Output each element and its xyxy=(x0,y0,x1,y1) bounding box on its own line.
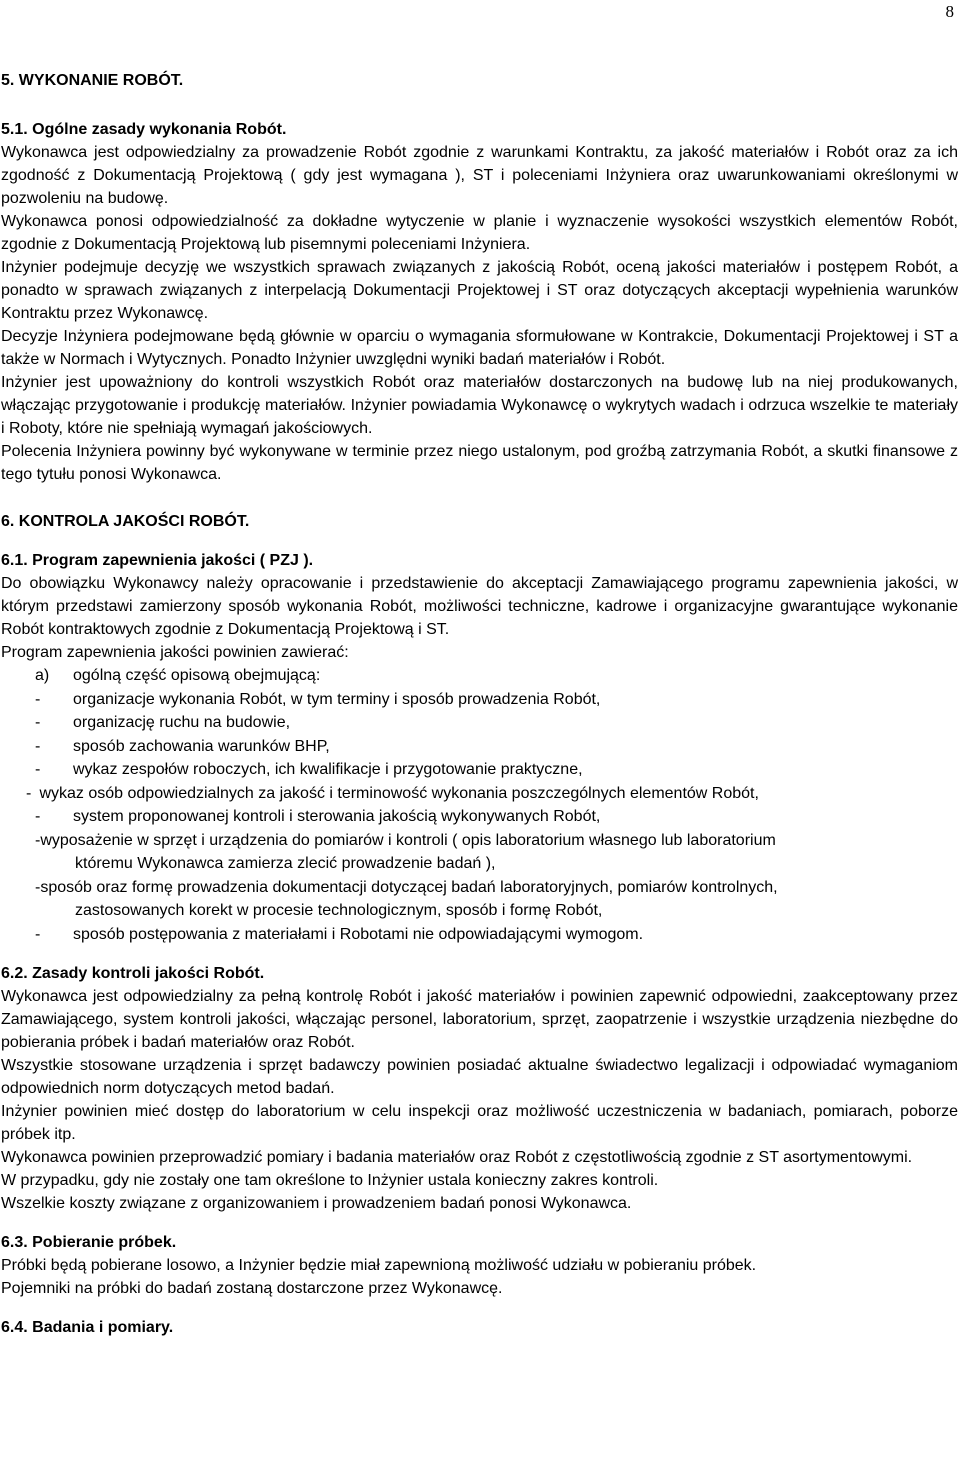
paragraph: Wykonawca powinien przeprowadzić pomiary i badania materiałów oraz Robót z częstotliwością zgodnie z ST asortymentowymi. xyxy=(1,1149,913,1166)
paragraph: Pojemniki na próbki do badań zostaną dostarczone przez Wykonawcę. xyxy=(1,1280,503,1297)
dash-marker: - xyxy=(35,690,41,708)
dash-marker: - xyxy=(35,808,41,825)
section-6-1-title: 6.1. Program zapewnienia jakości ( PZJ ). xyxy=(1,552,314,569)
paragraph: Wykonawca ponosi odpowiedzialność za dokładne wytyczenie w planie i wyznaczenie wysokości wszystkich elementów Robót, zgodnie z Dokumentacją Projektową lub pisemnymi poleceniami Inżyniera. xyxy=(1,213,958,253)
paragraph: Inżynier powinien mieć dostęp do laboratorium w celu inspekcji oraz możliwość uczestniczenia w badaniach, pomiarach, poborze próbek itp. xyxy=(1,1103,958,1143)
list-item: - wykaz zespołów roboczych, ich kwalifikacje i przygotowanie praktyczne, xyxy=(1,758,958,782)
paragraph: Inżynier podejmuje decyzję we wszystkich sprawach związanych z jakością Robót, oceną jakości materiałów i postępem Robót, a ponadto w sprawach związanych z interpelacją Dokumentacji Projektowej i ST oraz dotyczących akceptacji wypełnienia warunków Kontraktu przez Wykonawcę. xyxy=(1,259,958,322)
list-marker: a) xyxy=(35,667,50,684)
paragraph: Program zapewnienia jakości powinien zawierać: xyxy=(1,644,349,661)
paragraph: Wszelkie koszty związane z organizowaniem i prowadzeniem badań ponosi Wykonawca. xyxy=(1,1195,632,1212)
page-number: 8 xyxy=(945,2,954,21)
dash-marker: - xyxy=(35,761,41,778)
section-6-title: 6. KONTROLA JAKOŚCI ROBÓT. xyxy=(1,513,250,530)
dash-marker: - xyxy=(26,784,32,802)
list-item: - sposób zachowania warunków BHP, xyxy=(1,735,958,759)
paragraph: W przypadku, gdy nie zostały one tam określone to Inżynier ustala konieczny zakres kontroli. xyxy=(1,1172,659,1189)
dash-marker: - xyxy=(35,714,41,731)
list-item: -sposób oraz formę prowadzenia dokumentacji dotyczącej badań laboratoryjnych, pomiarów kontrolnych, zastosowanych korekt w procesie technologicznym, sposób i formę Robót, xyxy=(35,878,778,919)
section-6-2-title: 6.2. Zasady kontroli jakości Robót. xyxy=(1,965,265,982)
paragraph: Wszystkie stosowane urządzenia i sprzęt badawczy powinien posiadać aktualne świadectwo legalizacji i odpowiadać wymaganiom odpowiednich norm dotyczących metod badań. xyxy=(1,1057,958,1097)
section-6-4-title: 6.4. Badania i pomiary. xyxy=(1,1319,174,1336)
list-item: - system proponowanej kontroli i sterowania jakością wykonywanych Robót, xyxy=(1,805,958,829)
section-5-1-title: 5.1. Ogólne zasady wykonania Robót. xyxy=(1,121,287,138)
document-body xyxy=(1,65,958,1339)
pzj-contents-list xyxy=(1,664,958,946)
paragraph: Polecenia Inżyniera powinny być wykonywane w terminie przez niego ustalonym, pod groźbą zatrzymania Robót, a skutki finansowe z tego tytułu ponosi Wykonawca. xyxy=(1,443,958,483)
dash-marker: - xyxy=(35,925,41,943)
paragraph: Wykonawca jest odpowiedzialny za prowadzenie Robót zgodnie z warunkami Kontraktu, za jakość materiałów i Robót oraz za ich zgodność z Dokumentacją Projektową ( gdy jest wymagana ), ST i poleceniami Inżyniera oraz uwarunkowaniami określonymi w pozwoleniu na budowę. xyxy=(1,144,958,207)
list-item: a) ogólną część opisową obejmującą: xyxy=(1,664,958,688)
section-5-title: 5. WYKONANIE ROBÓT. xyxy=(1,72,184,89)
paragraph: Do obowiązku Wykonawcy należy opracowanie i przedstawienie do akceptacji Zamawiającego programu zapewnienia jakości, w którym przedstawi zamierzony sposób wykonania Robót, możliwości techniczne, kadrowe i organizacyjne gwarantujące wykonanie Robót kontraktowych zgodnie z Dokumentacją Projektową i ST. xyxy=(1,575,958,638)
paragraph: Wykonawca jest odpowiedzialny za pełną kontrolę Robót i jakość materiałów i powinien zapewnić odpowiedni, zaakceptowany przez Zamawiającego, system kontroli jakości, włączając personel, laboratorium, sprzęt, zaopatrzenie i wszystkie urządzenia niezbędne do pobierania próbek i badań materiałów oraz Robót. xyxy=(1,988,958,1051)
paragraph: Próbki będą pobierane losowo, a Inżynier będzie miał zapewnioną możliwość udziału w pobieraniu próbek. xyxy=(1,1257,757,1274)
paragraph: Decyzje Inżyniera podejmowane będą głównie w oparciu o wymagania sformułowane w Kontrakcie, Dokumentacji Projektowej i ST a także w Normach i Wytycznych. Ponadto Inżynier uwzględni wyniki badań materiałów i Robót. xyxy=(1,328,958,368)
dash-marker: - xyxy=(35,737,41,755)
list-item: - organizację ruchu na budowie, xyxy=(1,711,958,735)
list-item: -wyposażenie w sprzęt i urządzenia do pomiarów i kontroli ( opis laboratorium własnego lub laboratorium któremu Wykonawca zamierza zlecić prowadzenie badań ), xyxy=(35,831,776,872)
list-item: - organizacje wykonania Robót, w tym terminy i sposób prowadzenia Robót, xyxy=(1,688,958,712)
list-item: - wykaz osób odpowiedzialnych za jakość i terminowość wykonania poszczególnych elementów Robót, xyxy=(1,782,958,806)
section-6-3-title: 6.3. Pobieranie próbek. xyxy=(1,1234,177,1251)
list-item: - sposób postępowania z materiałami i Robotami nie odpowiadającymi wymogom. xyxy=(1,923,958,947)
paragraph: Inżynier jest upoważniony do kontroli wszystkich Robót oraz materiałów dostarczonych na budowę lub na niej produkowanych, włączając przygotowanie i produkcję materiałów. Inżynier powiadamia Wykonawcę o wykrytych wadach i odrzuca wszelkie te materiały i Roboty, które nie spełniają wymagań jakościowych. xyxy=(1,374,958,437)
